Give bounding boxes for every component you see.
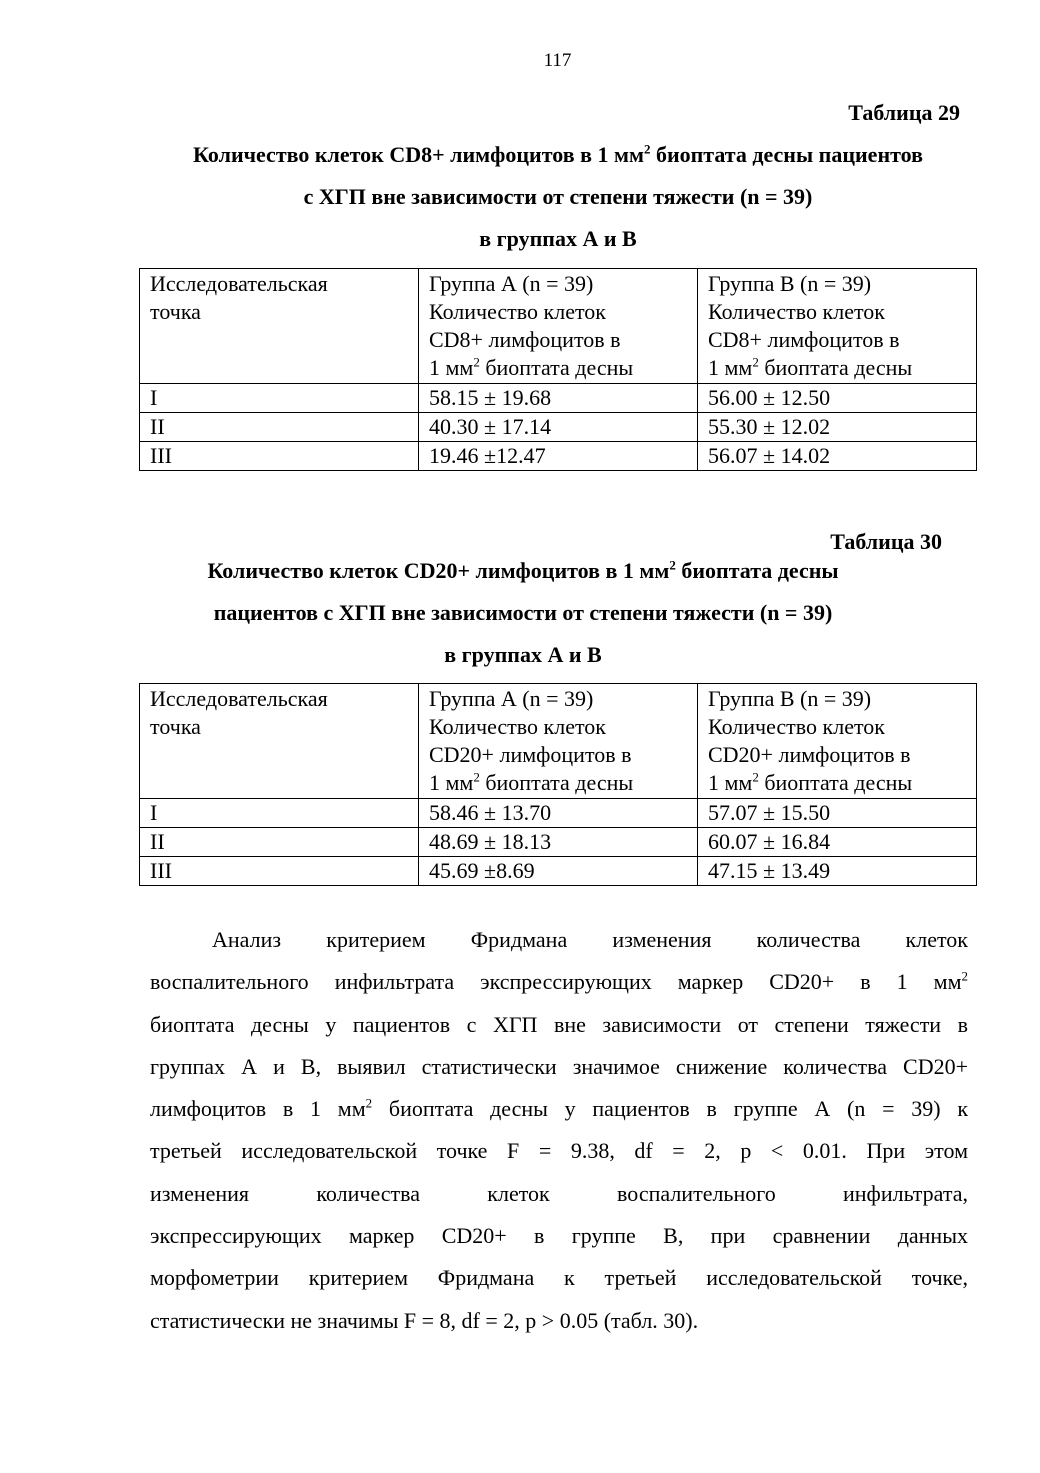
table-30 [139,683,977,886]
header-group-b: Группа В (n = 39) Количество клеток CD8+ лимфоцитов в 1 $мм^2$ биоптата десны [698,269,977,384]
title-line: пациентов с ХГП вне зависимости от степени тяжести (n = 39) [213,600,833,625]
title-line: Количество клеток CD20+ лимфоцитов в 1 $мм^2$ биоптата десны [207,557,839,583]
cell-group-a: 40.30 ± 17.14 [419,413,698,442]
cell-point: III [140,857,419,886]
page-number: 117 [543,50,572,71]
table-30-title [138,550,908,676]
cell-group-b: 60.07 ± 16.84 [698,828,977,857]
header-point: Исследовательская точка [140,269,419,384]
table-row [140,384,977,413]
paragraph-line: группах А и В, выявил статистически значимое снижение количества CD20+ [150,1053,968,1079]
table-row [140,442,977,471]
cell-point: III [140,442,419,471]
paragraph-line: статистически не значимы F = 8, df = 2, p > 0.05 (табл. 30). [150,1307,699,1333]
paragraph-line: экспрессирующих маркер CD20+ в группе В, при сравнении данных [150,1223,968,1249]
header-group-a: Группа А (n = 39) Количество клеток CD20+ лимфоцитов в 1 $мм^2$ биоптата десны [419,684,698,799]
cell-group-a: 58.15 ± 19.68 [419,384,698,413]
table-30-label: Таблица 30 [830,529,942,554]
table-29-title [138,134,978,260]
header-point: Исследовательская точка [140,684,419,799]
cell-group-a: 19.46 ±12.47 [419,442,698,471]
table-row [140,857,977,886]
cell-group-b: 47.15 ± 13.49 [698,857,977,886]
cell-point: I [140,384,419,413]
header-group-a: Группа А (n = 39) Количество клеток CD8+ лимфоцитов в 1 $мм^2$ биоптата десны [419,269,698,384]
cell-group-b: 56.07 ± 14.02 [698,442,977,471]
paragraph-line: Анализ критерием Фридмана изменения количества клеток [212,927,968,952]
title-line: с ХГП вне зависимости от степени тяжести (n = 39) [303,184,813,209]
cell-group-a: 58.46 ± 13.70 [419,799,698,828]
table-header-row [140,684,977,799]
cell-point: II [140,413,419,442]
title-line: в группах А и В [444,642,602,667]
paragraph-line: морфометрии критерием Фридмана к третьей исследовательской точке, [150,1265,968,1291]
cell-group-b: 55.30 ± 12.02 [698,413,977,442]
cell-group-a: 45.69 ±8.69 [419,857,698,886]
paragraph-line: изменения количества клеток воспалительного инфильтрата, [150,1180,968,1206]
paragraph-line: биоптата десны у пациентов с ХГП вне зависимости от степени тяжести в [150,1011,968,1037]
cell-group-a: 48.69 ± 18.13 [419,828,698,857]
table-row [140,799,977,828]
cell-group-b: 56.00 ± 12.50 [698,384,977,413]
cell-point: I [140,799,419,828]
table-29 [139,268,977,471]
title-line: в группах А и В [479,226,637,251]
table-29-label: Таблица 29 [848,100,960,125]
cell-point: II [140,828,419,857]
cell-group-b: 57.07 ± 15.50 [698,799,977,828]
paragraph-line: воспалительного инфильтрата экспрессирующих маркер CD20+ в 1 $мм^2$ [150,968,968,995]
paragraph-line: лимфоцитов в 1 $мм^2$ биоптата десны у пациентов в группе А (n = 39) к [150,1095,969,1122]
paragraph-line: третьей исследовательской точке F = 9.38, df = 2, p < 0.01. При этом [150,1138,968,1164]
table-row [140,828,977,857]
table-header-row [140,269,977,384]
analysis-paragraph [150,919,968,1342]
table-row [140,413,977,442]
title-line: Количество клеток CD8+ лимфоцитов в 1 $мм^2$ биоптата десны пациентов [193,141,923,167]
header-group-b: Группа В (n = 39) Количество клеток CD20+ лимфоцитов в 1 $мм^2$ биоптата десны [698,684,977,799]
